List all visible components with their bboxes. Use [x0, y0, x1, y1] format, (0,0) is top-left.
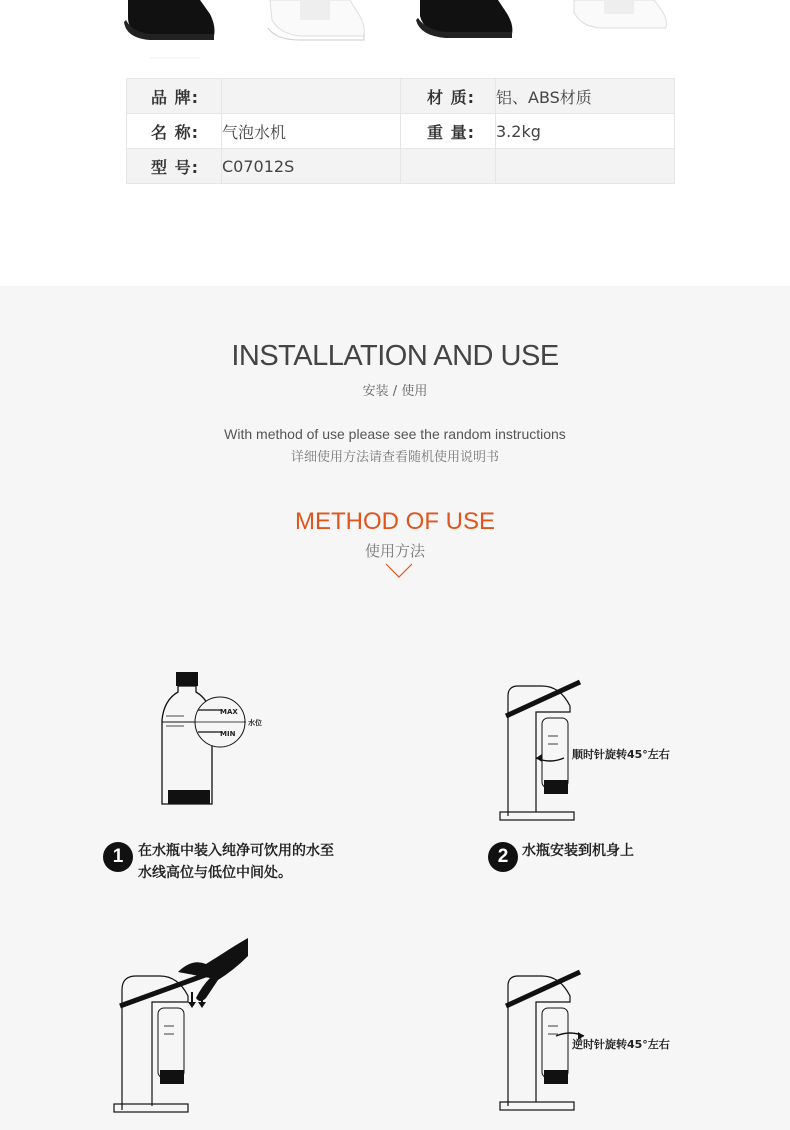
- spec-row: [127, 149, 675, 184]
- bottle-min-label: MIN: [220, 730, 236, 738]
- machine-clockwise-illustration: [496, 676, 696, 826]
- bottle-max-label: MAX: [220, 708, 238, 716]
- machine-counterclockwise-illustration: [496, 966, 696, 1116]
- machine-press-illustration: [110, 936, 260, 1116]
- step-text-line1: 水瓶安装到机身上: [522, 843, 634, 859]
- installation-section: [0, 286, 790, 1130]
- spec-value-brand: [222, 79, 401, 114]
- step-number: 2: [488, 842, 518, 872]
- counterclockwise-label: 逆时针旋转45°左右: [572, 1038, 670, 1051]
- instructions-note-en: With method of use please see the random instructions: [224, 426, 566, 442]
- spec-label-weight: 重 量:: [401, 114, 496, 149]
- step-number: 1: [103, 842, 133, 872]
- product-bases-image: [0, 0, 790, 70]
- spec-row: [127, 114, 675, 149]
- instructions-note-cn: 详细使用方法请查看随机使用说明书: [290, 450, 499, 465]
- spec-row: [127, 79, 675, 114]
- spec-value-model: C07012S: [222, 149, 401, 184]
- spec-value-empty: [496, 149, 675, 184]
- chevron-down-icon: [384, 562, 414, 580]
- bottle-level-label: 水位: [248, 719, 262, 727]
- spec-value-weight: 3.2kg: [496, 114, 675, 149]
- spec-label-brand: 品 牌:: [127, 79, 222, 114]
- spec-label-empty: [401, 149, 496, 184]
- spec-value-name: 气泡水机: [222, 114, 401, 149]
- step-text-line1: 在水瓶中装入纯净可饮用的水至: [138, 843, 334, 859]
- method-subtitle: 使用方法: [364, 542, 425, 560]
- spec-table: [126, 78, 675, 184]
- installation-subtitle: 安装 / 使用: [362, 384, 428, 399]
- spec-value-material: 铝、ABS材质: [496, 79, 675, 114]
- method-title: METHOD OF USE: [294, 508, 495, 535]
- bottle-illustration: [150, 670, 280, 822]
- spec-label-material: 材 质:: [401, 79, 496, 114]
- installation-title: INSTALLATION AND USE: [231, 340, 559, 372]
- clockwise-label: 顺时针旋转45°左右: [572, 748, 670, 761]
- product-image-strip: [0, 0, 790, 70]
- step-text-line2: 水线高位与低位中间处。: [138, 865, 292, 881]
- spec-label-model: 型 号:: [127, 149, 222, 184]
- spec-label-name: 名 称:: [127, 114, 222, 149]
